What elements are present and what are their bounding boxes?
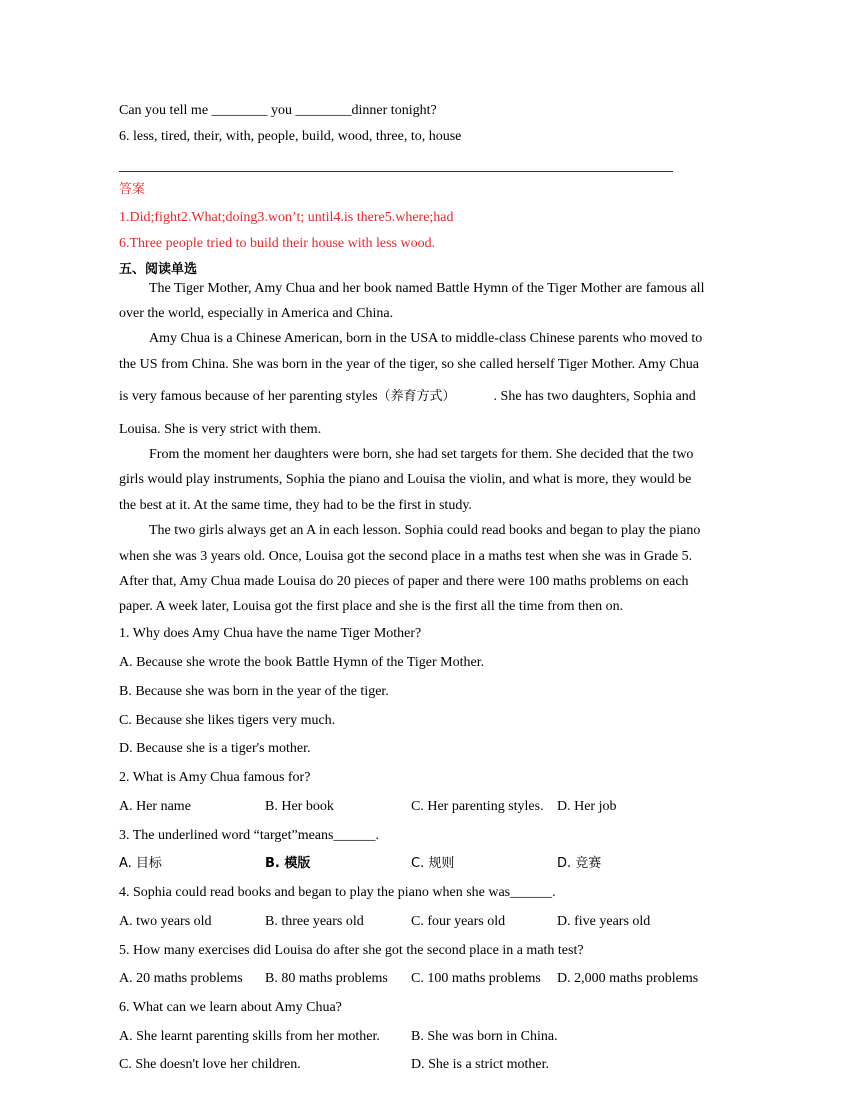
passage-line: paper. A week later, Louisa got the first place and she is the first all the time from then on.	[119, 599, 624, 614]
option[interactable]: B. three years old	[265, 914, 364, 929]
answer-heading: 答案	[119, 182, 146, 197]
answer-line-2: 6.Three people tried to build their house with less wood.	[119, 236, 436, 251]
passage-text: . She has two daughters, Sophia and	[493, 389, 696, 404]
option[interactable]: D. She is a strict mother.	[411, 1057, 550, 1072]
passage-line: the US from China. She was born in the year of the tiger, so she called herself Tiger Mother. Amy Chua	[119, 357, 699, 372]
passage-line: when she was 3 years old. Once, Louisa got the second place in a maths test when she was in Grade 5.	[119, 549, 693, 564]
option[interactable]: D. Her job	[557, 799, 617, 814]
passage-line: Louisa. She is very strict with them.	[119, 422, 322, 437]
option[interactable]: A. Her name	[119, 799, 191, 814]
option[interactable]: C. 100 maths problems	[411, 971, 541, 986]
option[interactable]: B. Because she was born in the year of the tiger.	[119, 684, 389, 699]
option[interactable]: A. 20 maths problems	[119, 971, 243, 986]
option[interactable]: C. 规则	[411, 856, 455, 871]
section-heading: 五、阅读单选	[119, 262, 198, 277]
option[interactable]: C. four years old	[411, 914, 506, 929]
passage-text: is very famous because of her parenting styles	[119, 389, 378, 404]
option[interactable]: D. five years old	[557, 914, 651, 929]
option[interactable]: C. Because she likes tigers very much.	[119, 713, 336, 728]
passage-line: The two girls always get an A in each lesson. Sophia could read books and began to play the piano	[149, 523, 701, 538]
option[interactable]: D. 2,000 maths problems	[557, 971, 699, 986]
option[interactable]: B. 80 maths problems	[265, 971, 388, 986]
question-stem: 5. How many exercises did Louisa do after she got the second place in a math test?	[119, 943, 584, 958]
chinese-gloss: （养育方式）	[377, 389, 456, 404]
option[interactable]: B. She was born in China.	[411, 1029, 558, 1044]
passage-line: After that, Amy Chua made Louisa do 20 pieces of paper and there were 100 maths problems on each	[119, 574, 689, 589]
word-list-line: 6. less, tired, their, with, people, build, wood, three, to, house	[119, 129, 462, 144]
option[interactable]: C. Her parenting styles.	[411, 799, 544, 814]
option[interactable]: A. Because she wrote the book Battle Hymn of the Tiger Mother.	[119, 655, 485, 670]
question-stem: 1. Why does Amy Chua have the name Tiger Mother?	[119, 626, 422, 641]
question-stem: 2. What is Amy Chua famous for?	[119, 770, 311, 785]
option[interactable]: D. Because she is a tiger's mother.	[119, 741, 311, 756]
passage-line: Amy Chua is a Chinese American, born in the USA to middle-class Chinese parents who moved to	[149, 331, 703, 346]
option[interactable]: A. She learnt parenting skills from her mother.	[119, 1029, 380, 1044]
answer-rule	[119, 171, 673, 172]
option[interactable]: B. 模版	[265, 856, 311, 871]
option[interactable]: D. 竞赛	[557, 856, 602, 871]
passage-line: From the moment her daughters were born, she had set targets for them. She decided that the two	[149, 447, 694, 462]
question-stem: 6. What can we learn about Amy Chua?	[119, 1000, 342, 1015]
answer-line-1: 1.Did;fight2.What;doing3.won’t; until4.is there5.where;had	[119, 210, 454, 225]
passage-line: over the world, especially in America and China.	[119, 306, 394, 321]
option[interactable]: B. Her book	[265, 799, 334, 814]
question-stem: 4. Sophia could read books and began to play the piano when she was______.	[119, 885, 556, 900]
option[interactable]: C. She doesn't love her children.	[119, 1057, 301, 1072]
option[interactable]: A. 目标	[119, 856, 162, 871]
passage-line: The Tiger Mother, Amy Chua and her book named Battle Hymn of the Tiger Mother are famous all	[149, 281, 705, 296]
passage-line	[119, 388, 696, 406]
question-stem: 3. The underlined word “target”means______.	[119, 828, 379, 843]
sentence-line: Can you tell me ________ you ________dinner tonight?	[119, 103, 437, 118]
passage-line: girls would play instruments, Sophia the piano and Louisa the violin, and what is more, they would be	[119, 472, 692, 487]
option[interactable]: A. two years old	[119, 914, 212, 929]
passage-line: the best at it. At the same time, they had to be the first in study.	[119, 498, 472, 513]
